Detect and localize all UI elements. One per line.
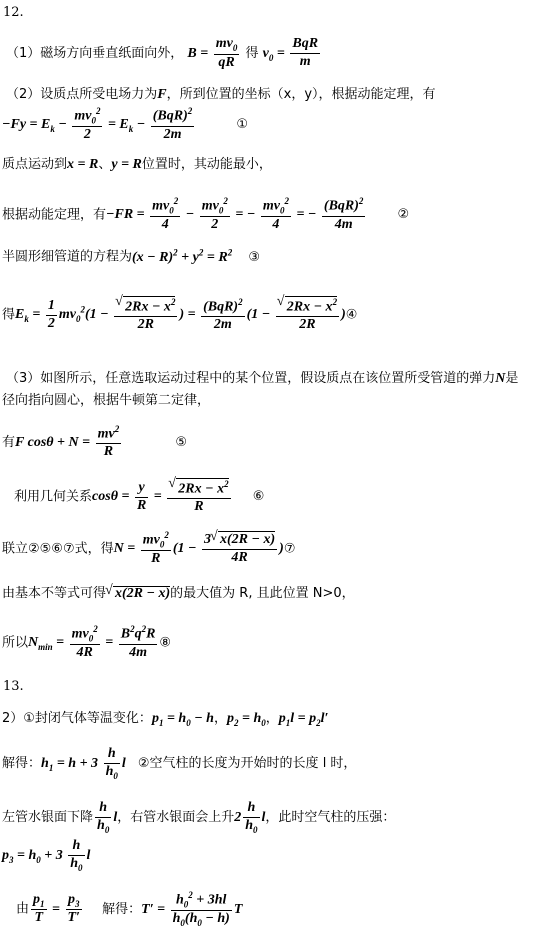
eq-7: 联立②⑤⑥⑦式，得N = $\frac{mv_0^2}{R}$ (1 − $\frac{3√ x(2R - x)}{4R}$ )⑦ [2,530,295,568]
solve2-text: 解得： [102,901,142,917]
from-text: 由 [16,901,30,917]
ek-text: 得 [2,307,16,323]
circ-2: ② [397,207,410,223]
q13-line1: 2）①封闭气体等温变化：$p_1 = h_0 - h$，$p_2 = h_0$，$p_1l = p_2l'$ [2,711,329,728]
q13-line1-text: 2）①封闭气体等温变化： [2,711,152,726]
q12-part2-intro: （2）设质点所受电场力为F，所到位置的坐标（x，y），根据动能定理，有 [6,87,436,102]
newton-text: 有 [2,434,16,450]
q12-part3-line1: （3）如图所示，任意选取运动过程中的某个位置，假设质点在该位置所受管道的弹力N是 [6,371,519,386]
circ-8: ⑧ [159,635,172,651]
eq-3: 半圆形细管道的方程为$(x - R)^2 + y^2 = R^2$ ③ [2,247,260,265]
solve-text: 解得： [2,755,42,771]
q13-final: 由 $\frac{p_1}{T}$ = $\frac{p_3}{T'}$ 解得：T′ = $\frac{h_0^2 + 3hl}{h_0(h_0 - h)}$ T [16,890,243,929]
min-text2: 、 [98,157,112,172]
eq-B: B = $\frac{mv_0}{qR}$ [187,36,238,70]
circ-3: ③ [248,249,260,265]
p3-line1b: 是 [505,371,519,386]
eq-5: 有F cosθ + N = $\frac{mv^2}{R}$ ⑤ [2,424,188,460]
p3-line1: （3）如图所示，任意选取运动过程中的某个位置，假设质点在该位置所受管道的弹力 [6,371,496,386]
q12-part1 [6,36,322,71]
ineq-text2: 的最大值为 R, 且此位置 N>0， [170,586,355,601]
right-text: ，右管水银面会上升 [117,809,235,825]
so-text: 所以 [2,635,29,651]
q12-part1-mid: 得 [245,45,259,61]
q12-min-energy: 质点运动到x = R、y = R位置时，其动能最小， [2,157,272,172]
eq-v0: $v_0$ = $\frac{\text{BqR}}{m}$ [262,36,319,70]
circ-5: ⑤ [175,434,188,450]
circ-7: ⑦ [283,541,296,557]
eq-8: 所以$N_{min}$ = $\frac{mv_0^2}{4R}$ = $\frac{B^2q^2R}{4m}$ ⑧ [2,624,172,661]
q12-part3-line2 [2,394,210,407]
ineq-text1: 由基本不等式可得 [2,586,107,601]
eq-6: 利用几何关系cosθ = $\frac{y}{R}$ = √ $\frac{2Rx - x^2}{R}$ ⑥ [14,478,264,516]
circ-4: ④ [345,307,358,323]
dyn-text: 根据动能定理，有 [2,207,107,223]
press-text: ，此时空气柱的压强： [265,809,396,825]
q12-part1-label: （1）磁场方向垂直纸面向外， [6,45,184,61]
joint-text: 联立②⑤⑥⑦式，得 [2,541,114,557]
q12-number: 12. [3,5,24,20]
left-text: 左管水银面下降 [2,809,94,825]
q12-part2-text: （2）设质点所受电场力为 [6,87,158,102]
circ-6: ⑥ [252,489,265,505]
geo-text: 利用几何关系 [14,489,93,505]
p3-line2: 径向指向圆心，根据牛顿第二定律， [2,393,211,408]
circ-1: ① [236,117,249,133]
circ-text2: l 时， [322,755,357,771]
eq-4: 得$E_k$ = $\frac{1}{2}$ $mv_0^2(1$ − √ $\frac{2Rx - x^2}{2R}$ ) = $\frac{(BqR)^2}{2m}$ (1 − √ $\frac{2Rx - x^2}{2R}$ )④ [2,296,357,334]
q13-number: 13. [3,679,24,694]
circ-text: ②空气柱的长度为开始时的长度 [137,755,319,771]
min-text1: 质点运动到 [2,157,68,172]
eq-1: $-Fy = E_k$ − $\frac{mv_0^2}{2}$ = $E_k$ − $\frac{(BqR)^2}{2m}$ ① [2,106,249,143]
min-text3: 位置时，其动能最小， [141,157,272,172]
q12-part2-text2: ，所到位置的坐标（x，y），根据动能定理，有 [166,87,436,102]
q12-inequality: 由基本不等式可得√ x(2R − x)的最大值为 R, 且此位置 N>0， [2,586,355,601]
q13-solve: 解得：$h_1 = h + 3$ $\frac{h}{h_0}$ l ②空气柱的长度为开始时的长度 l 时， [2,746,357,781]
q13-p3: $p_3 = h_0 + 3$ $\frac{h}{h_0}$ l [2,838,91,873]
eq-2: 根据动能定理，有−FR = $\frac{mv_0^2}{4}$ − $\frac{mv_0^2}{2}$ = − $\frac{mv_0^2}{4}$ = − $\frac{(BqR)^2}{4m}$ ② [2,196,410,233]
pipe-text: 半圆形细管道的方程为 [2,249,133,265]
q13-levels: 左管水银面下降 $\frac{h}{h_0}$ l，右管水银面会上升2 $\frac{h}{h_0}$ l，此时空气柱的压强： [2,800,396,835]
